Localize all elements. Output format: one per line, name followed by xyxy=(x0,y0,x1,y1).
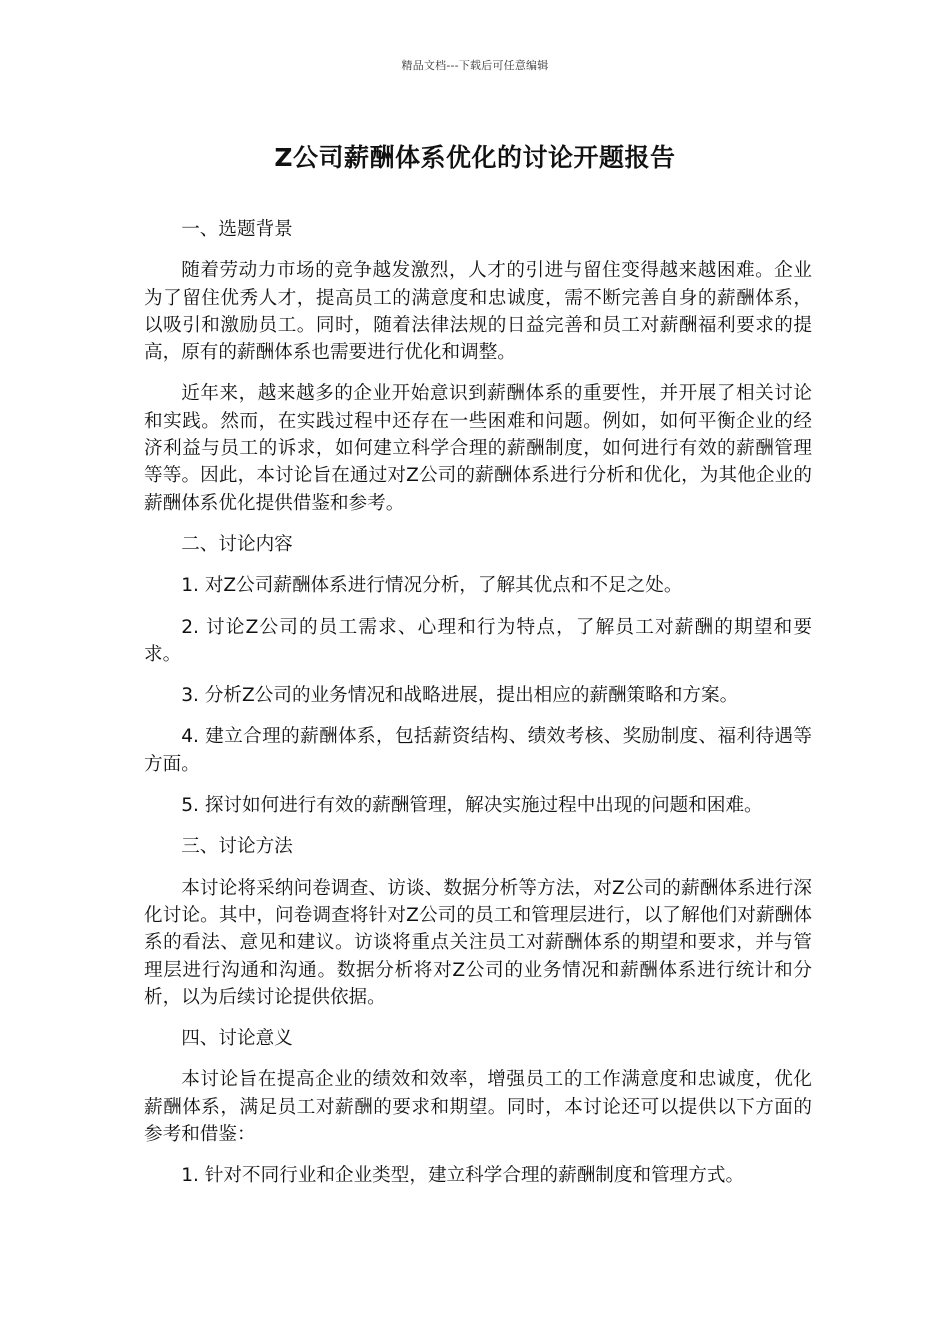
section-heading-background: 一、选题背景 xyxy=(181,219,293,240)
list-item-content-4: 4. 建立合理的薪酬体系，包括薪资结构、绩效考核、奖励制度、福利待遇等方面。 xyxy=(144,726,812,775)
list-item-significance-1: 1. 针对不同行业和企业类型，建立科学合理的薪酬制度和管理方式。 xyxy=(181,1165,745,1187)
list-item-content-1: 1. 对Z公司薪酬体系进行情况分析，了解其优点和不足之处。 xyxy=(181,575,683,597)
paragraph-method: 本讨论将采纳问卷调查、访谈、数据分析等方法，对Z公司的薪酬体系进行深化讨论。其中，问卷调查将针对Z公司的员工和管理层进行，以了解他们对薪酬体系的看法、意见和建议。访谈将重点关注员工对薪酬体系的期望和要求，并与管理层进行沟通和沟通。数据分析将对Z公司的业务情况和薪酬体系进行统计和分析，以为后续讨论提供依据。 xyxy=(144,877,812,1008)
document-body xyxy=(144,216,812,1204)
document-title: Z公司薪酬体系优化的讨论开题报告 xyxy=(274,143,676,172)
paragraph-significance: 本讨论旨在提高企业的绩效和效率，增强员工的工作满意度和忠诚度，优化薪酬体系，满足员工对薪酬的要求和期望。同时，本讨论还可以提供以下方面的参考和借鉴： xyxy=(144,1069,812,1146)
section-heading-method: 三、讨论方法 xyxy=(181,836,293,858)
list-item-content-2: 2. 讨论Z公司的员工需求、心理和行为特点，了解员工对薪酬的期望和要求。 xyxy=(144,616,812,665)
paragraph-background-1: 随着劳动力市场的竞争越发激烈，人才的引进与留住变得越来越困难。企业为了留住优秀人才，提高员工的满意度和忠诚度，需不断完善自身的薪酬体系，以吸引和激励员工。同时，随着法律法规的日益完善和员工对薪酬福利要求的提高，原有的薪酬体系也需要进行优化和调整。 xyxy=(144,260,812,364)
section-heading-significance: 四、讨论意义 xyxy=(181,1028,293,1050)
section-heading-content: 二、讨论内容 xyxy=(181,533,293,555)
list-item-content-5: 5. 探讨如何进行有效的薪酬管理，解决实施过程中出现的问题和困难。 xyxy=(181,795,763,817)
paragraph-background-2: 近年来，越来越多的企业开始意识到薪酬体系的重要性，并开展了相关讨论和实践。然而，在实践过程中还存在一些困难和问题。例如，如何平衡企业的经济利益与员工的诉求，如何建立科学合理的薪酬制度，如何进行有效的薪酬管理等等。因此，本讨论旨在通过对Z公司的薪酬体系进行分析和优化，为其他企业的薪酬体系优化提供借鉴和参考。 xyxy=(144,383,812,514)
list-item-content-3: 3. 分析Z公司的业务情况和战略进展，提出相应的薪酬策略和方案。 xyxy=(181,685,739,707)
header-note: 精品文档---下载后可任意编辑 xyxy=(401,59,549,72)
